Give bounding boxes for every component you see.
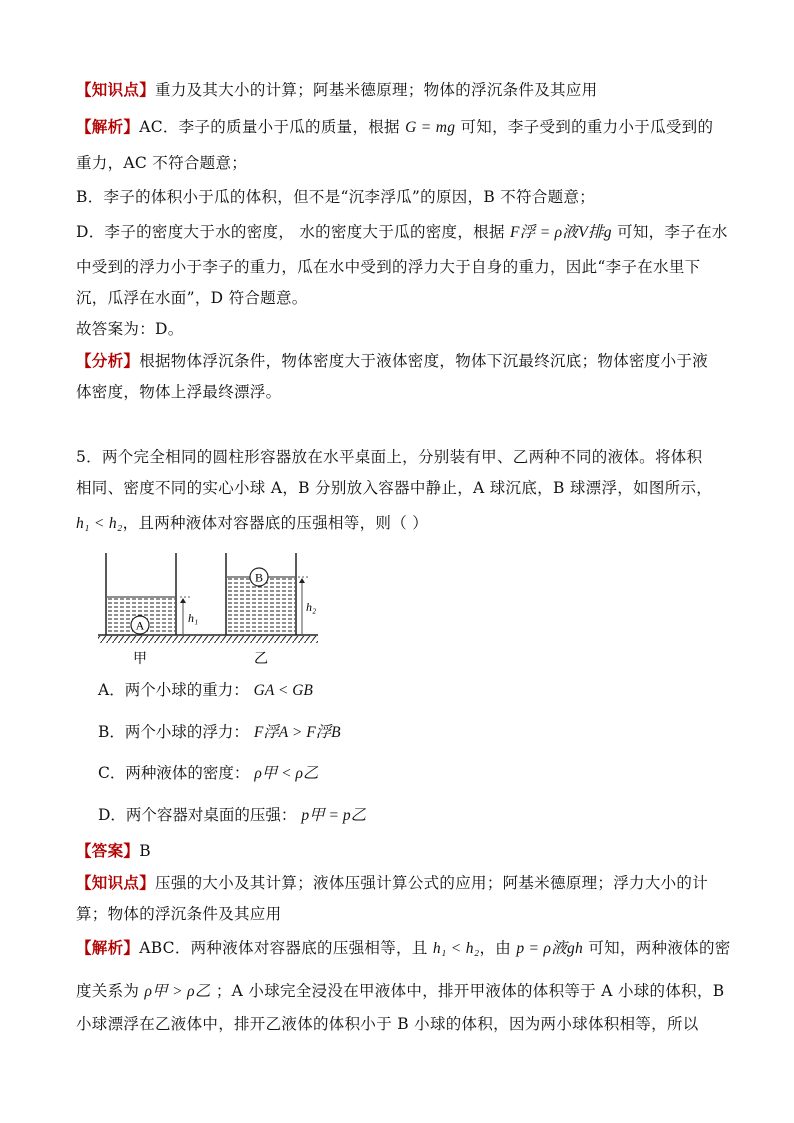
analysis-line-1 xyxy=(76,116,714,139)
analysis-text: D．李子的密度大于水的密度， 水的密度大于瓜的密度，根据 xyxy=(76,223,505,241)
formula-heights: h₁ < h₂ xyxy=(76,515,123,532)
analysis-line-6: 沉，瓜浮在水面”，D 符合题意。 xyxy=(76,289,308,307)
answer-line: 故答案为：D。 xyxy=(76,320,184,338)
stem-text: ，且两种液体对容器底的压强相等，则（ ） xyxy=(122,514,429,532)
answer-tag: 【答案】 xyxy=(76,841,140,860)
answer-row xyxy=(76,840,714,862)
q5-analysis-line-3: 小球漂浮在乙液体中，排开乙液体的体积小于 B 小球的体积，因为两小球体积相等，所以 xyxy=(76,1015,699,1033)
ground-hatch xyxy=(98,636,318,643)
h2-label: h₂ xyxy=(306,600,317,614)
q5-knowledge-line-2: 算；物体的浮沉条件及其应用 xyxy=(76,905,282,923)
q5-analysis-tag: 【解析】 xyxy=(76,938,140,957)
q5-analysis-text: 可知，两种液体的密 xyxy=(588,939,731,957)
analysis-text: 可知，李子在水 xyxy=(617,223,728,241)
q5-analysis-text: ，由 xyxy=(479,939,512,957)
summary-line-2: 体密度，物体上浮最终漂浮。 xyxy=(76,383,282,401)
question-stem-3 xyxy=(76,512,714,535)
analysis-tag: 【解析】 xyxy=(76,117,140,136)
label-yi: 乙 xyxy=(254,651,268,667)
question-stem-1: 5．两个完全相同的圆柱形容器放在水平桌面上，分别装有甲、乙两种不同的液体。将体积 xyxy=(76,448,703,466)
q5-formula-heights: h₁ < h₂ xyxy=(432,940,480,957)
summary-text: 根据物体浮沉条件，物体密度大于液体密度，物体下沉最终沉底；物体密度小于液 xyxy=(139,352,709,370)
ball-a-label: A xyxy=(135,618,145,633)
q5-analysis-text: ；A 小球完全浸没在甲液体中，排开甲液体的体积等于 A 小球的体积，B xyxy=(215,982,725,1000)
analysis-text: 可知，李子受到的重力小于瓜受到的 xyxy=(460,118,714,136)
option-c[interactable] xyxy=(98,762,318,785)
analysis-line-4 xyxy=(76,221,728,244)
option-b-text: B．两个小球的浮力： xyxy=(98,723,249,741)
option-d-text: D．两个容器对桌面的压强： xyxy=(98,806,297,824)
container-right xyxy=(226,553,316,635)
q5-formula-pressure: p = ρ液gh xyxy=(516,940,584,957)
q5-analysis-text: 度关系为 xyxy=(76,982,140,1000)
h1-label: h₁ xyxy=(188,611,199,625)
summary-tag: 【分析】 xyxy=(76,351,140,370)
formula-buoyancy: F浮 = ρ液V排g xyxy=(510,224,612,241)
option-c-text: C．两种液体的密度： xyxy=(98,764,250,782)
q5-formula-density: ρ甲 > ρ乙 xyxy=(144,983,211,1000)
formula-gravity: G = mg xyxy=(405,119,456,136)
knowledge-tag: 【知识点】 xyxy=(76,80,156,99)
label-jia: 甲 xyxy=(133,651,147,667)
q5-analysis-line-1 xyxy=(76,937,731,960)
option-d[interactable] xyxy=(98,804,366,827)
knowledge-text: 重力及其大小的计算；阿基米德原理；物体的浮沉条件及其应用 xyxy=(155,81,598,99)
option-b-formula: F浮A > F浮B xyxy=(253,724,341,741)
q5-analysis-text: ABC．两种液体对容器底的压强相等，且 xyxy=(139,939,428,957)
question-stem-2: 相同、密度不同的实心小球 A，B 分别放入容器中静止，A 球沉底，B 球漂浮，如图所示， xyxy=(76,479,713,497)
ball-b-label: B xyxy=(254,570,264,585)
option-d-formula: p甲 = p乙 xyxy=(301,807,367,824)
q5-knowledge-tag: 【知识点】 xyxy=(76,873,156,892)
analysis-line-2: 重力，AC 不符合题意； xyxy=(76,154,248,172)
container-left xyxy=(106,553,198,635)
q5-knowledge-text: 压强的大小及其计算；液体压强计算公式的应用；阿基米德原理；浮力大小的计 xyxy=(155,874,709,892)
analysis-text: AC．李子的质量小于瓜的质量，根据 xyxy=(139,118,400,136)
option-a-text: A．两个小球的重力： xyxy=(98,681,249,699)
q5-knowledge-line-1 xyxy=(76,872,714,894)
summary-line-1 xyxy=(76,350,714,372)
option-a-formula: GA < GB xyxy=(253,682,313,699)
q5-analysis-line-2 xyxy=(76,980,725,1003)
analysis-line-5: 中受到的浮力小于李子的重力，瓜在水中受到的浮力大于自身的重力，因此“李子在水里下 xyxy=(76,258,701,276)
option-b[interactable] xyxy=(98,721,341,744)
answer-value: B xyxy=(139,842,151,860)
knowledge-line xyxy=(76,79,714,101)
containers-figure xyxy=(96,545,326,670)
option-a[interactable] xyxy=(98,679,313,702)
analysis-line-3: B．李子的体积小于瓜的体积，但不是“沉李浮瓜”的原因，B 不符合题意； xyxy=(76,188,596,206)
option-c-formula: ρ甲 < ρ乙 xyxy=(254,765,319,782)
